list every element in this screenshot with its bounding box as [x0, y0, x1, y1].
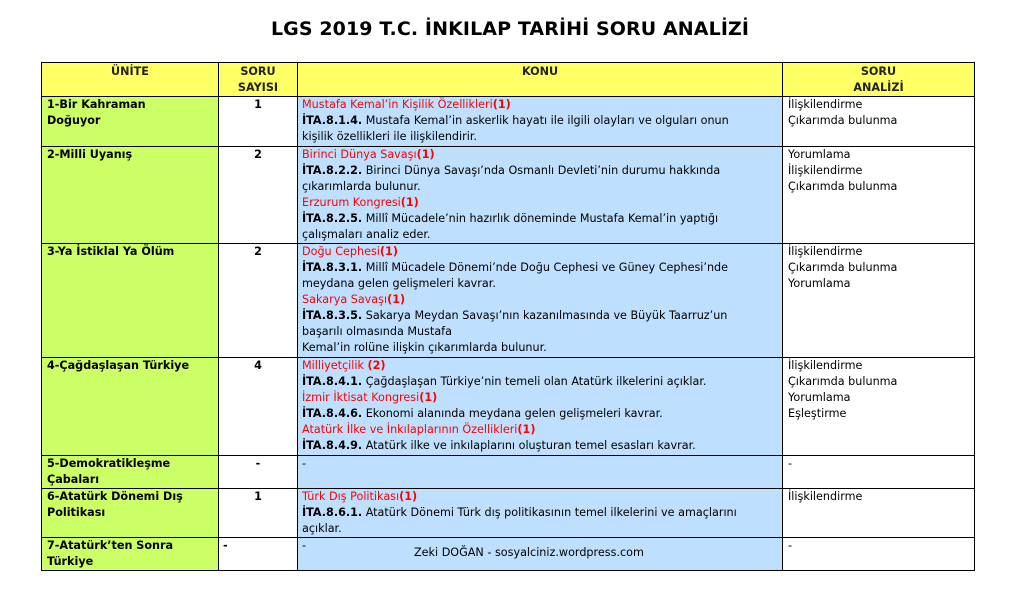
question-count: 4: [219, 358, 298, 456]
unite-cell: 7-Atatürk’ten Sonra Türkiye: [42, 538, 219, 571]
question-count: 2: [219, 147, 298, 244]
topic-title: İzmir İktisat Kongresi(1): [302, 391, 438, 404]
question-count: 1: [219, 97, 298, 147]
konu-cell: Mustafa Kemal’in Kişilik Özellikleri(1) İTA.8.1.4. Mustafa Kemal’in askerlik hayatı ile ilgili olayları ve olguları onun kişilik özellikleri ile ilişkilendirir.: [298, 97, 783, 147]
topic-title: Atatürk İlke ve İnkılaplarının Özellikleri(1): [302, 423, 536, 436]
konu-cell: Doğu Cephesi(1) İTA.8.3.1. Millî Mücadele Dönemi’nde Doğu Cephesi ve Güney Cephesi’nde meydana gelen gelişmeleri kavrar. Sakarya Savaşı(1) İTA.8.3.5. Sakarya Meydan Savaşı’nın kazanılmasında ve Büyük Taarruz’un başarılı olmasında Mustafa Kemal’in rolüne ilişkin çıkarımlarda bulunur.: [298, 244, 783, 358]
konu-cell: Türk Dış Politikası(1) İTA.8.6.1. Atatürk Dönemi Türk dış politikasının temel ilkelerini ve amaçlarını açıklar.: [298, 489, 783, 538]
table-row: [42, 97, 975, 147]
header-soru-sayisi: SORU SAYISI: [219, 63, 298, 97]
header-konu: KONU: [298, 63, 783, 97]
unite-cell: 5-Demokratikleşme Çabaları: [42, 456, 219, 489]
question-count: -: [219, 538, 298, 571]
unite-cell: 4-Çağdaşlaşan Türkiye: [42, 358, 219, 456]
analysis-cell: -: [783, 456, 975, 489]
header-unite: ÜNİTE: [42, 63, 219, 97]
analysis-cell: İlişkilendirme Çıkarımda bulunma: [783, 97, 975, 147]
outcome-text: İTA.8.4.9. Atatürk ilke ve inkılaplarını oluşturan temel esasları kavrar.: [302, 439, 696, 452]
outcome-text: İTA.8.4.6. Ekonomi alanında meydana gelen gelişmeleri kavrar.: [302, 407, 663, 420]
konu-cell: [298, 358, 783, 456]
page-title: LGS 2019 T.C. İNKILAP TARİHİ SORU ANALİZİ: [270, 18, 750, 40]
table-row: [42, 456, 975, 489]
author-credit: Zeki DOĞAN - sosyalciniz.wordpress.com: [414, 546, 644, 559]
question-count: 1: [219, 489, 298, 538]
header-row: [42, 63, 975, 97]
question-count: 2: [219, 244, 298, 358]
topic-title: Sakarya Savaşı(1): [302, 293, 406, 306]
topic-title: Doğu Cephesi(1): [302, 245, 398, 258]
table-row: [42, 358, 975, 456]
table-row: [42, 244, 975, 358]
outcome-text: İTA.8.3.1. Millî Mücadele Dönemi’nde Doğu Cephesi ve Güney Cephesi’nde: [302, 261, 729, 274]
unite-cell: 1-Bir Kahraman Doğuyor: [42, 97, 219, 147]
topic-title: Türk Dış Politikası(1): [302, 490, 418, 503]
konu-cell: - Zeki DOĞAN - sosyalciniz.wordpress.com: [298, 538, 783, 571]
unite-cell: 2-Milli Uyanış: [42, 147, 219, 244]
outcome-text: İTA.8.6.1. Atatürk Dönemi Türk dış politikasının temel ilkelerini ve amaçlarını: [302, 506, 737, 519]
analysis-cell: İlişkilendirme: [783, 489, 975, 538]
outcome-text: İTA.8.2.2. Birinci Dünya Savaşı’nda Osmanlı Devleti’nin durumu hakkında: [302, 164, 721, 177]
table-row: [42, 489, 975, 538]
konu-cell: Birinci Dünya Savaşı(1) İTA.8.2.2. Birinci Dünya Savaşı’nda Osmanlı Devleti’nin durumu hakkında çıkarımlarda bulunur. Erzurum Kongresi(1) İTA.8.2.5. Millî Mücadele’nin hazırlık döneminde Mustafa Kemal’in yaptığı çalışmaları analiz eder.: [298, 147, 783, 244]
outcome-text: İTA.8.1.4. Mustafa Kemal’in askerlik hayatı ile ilgili olayları ve olguları onun: [302, 114, 729, 127]
topic-title: Birinci Dünya Savaşı(1): [302, 148, 435, 161]
analysis-cell: İlişkilendirme Çıkarımda bulunma Yorumlama: [783, 244, 975, 358]
topic-title: Mustafa Kemal’in Kişilik Özellikleri(1): [302, 98, 511, 111]
analysis-cell: -: [783, 538, 975, 571]
outcome-text: İTA.8.3.5. Sakarya Meydan Savaşı’nın kazanılmasında ve Büyük Taarruz’un: [302, 309, 728, 322]
unite-cell: 3-Ya İstiklal Ya Ölüm: [42, 244, 219, 358]
outcome-text: İTA.8.2.5. Millî Mücadele’nin hazırlık döneminde Mustafa Kemal’in yaptığı: [302, 212, 719, 225]
analysis-table: [41, 62, 975, 571]
table-row: [42, 147, 975, 244]
unite-cell: 6-Atatürk Dönemi Dış Politikası: [42, 489, 219, 538]
topic-title: Milliyetçilik (2): [302, 359, 386, 372]
header-soru-analizi: SORU ANALİZİ: [783, 63, 975, 97]
outcome-text: İTA.8.4.1. Çağdaşlaşan Türkiye’nin temeli olan Atatürk ilkelerini açıklar.: [302, 375, 707, 388]
table-row: [42, 538, 975, 571]
konu-cell: -: [298, 456, 783, 489]
topic-title: Erzurum Kongresi(1): [302, 196, 419, 209]
analysis-cell: İlişkilendirme Çıkarımda bulunma Yorumlama Eşleştirme: [783, 358, 975, 456]
question-count: -: [219, 456, 298, 489]
analysis-cell: Yorumlama İlişkilendirme Çıkarımda bulunma: [783, 147, 975, 244]
